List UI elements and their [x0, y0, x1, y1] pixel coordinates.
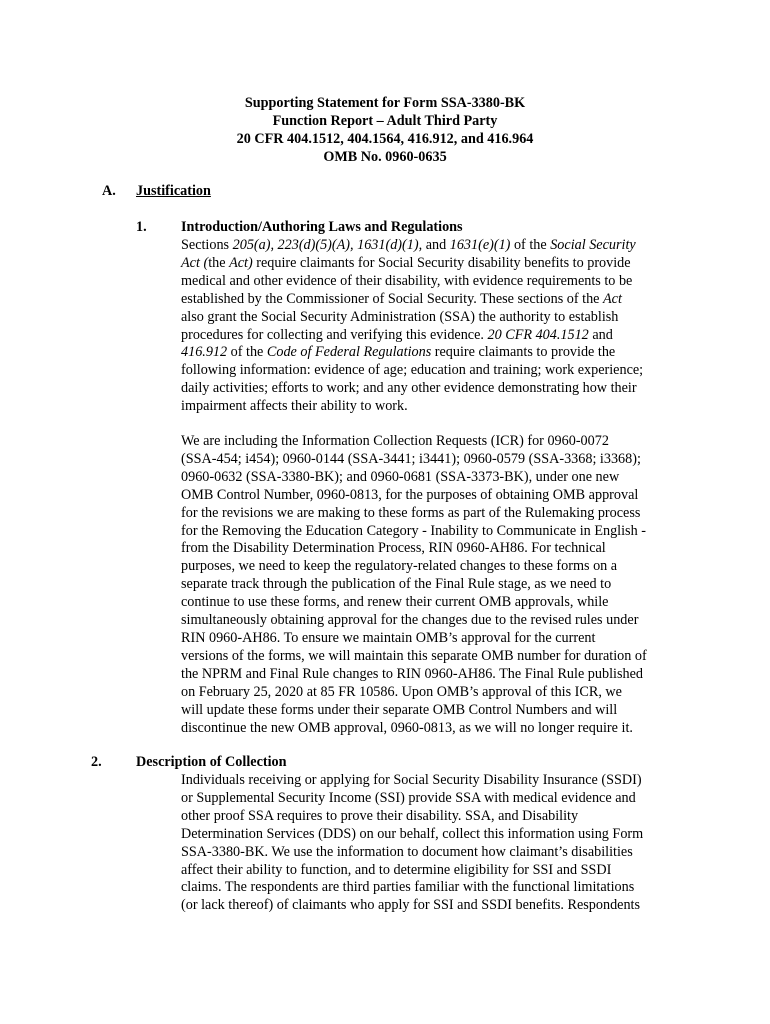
text-line: Determination Services (DDS) on our behalf, collect this information using Form [181, 825, 644, 842]
text-line: impairment affects their ability to work. [181, 398, 408, 415]
text-line: claims. The respondents are third parties familiar with the functional limitations [181, 879, 635, 896]
section-heading-justification [102, 183, 211, 201]
text-line: Individuals receiving or applying for Social Security Disability Insurance (SSDI) [181, 772, 642, 788]
text-line: Sections 205(a), 223(d)(5)(A), 1631(d)(1), and 1631(e)(1) of the Social Security [181, 237, 636, 253]
text-line: SSA-3380-BK. We use the information to document how claimant’s disabilities [181, 843, 633, 860]
item-2-title: Description of Collection [136, 754, 287, 770]
text-line: also grant the Social Security Administration (SSA) the authority to establish [181, 308, 619, 325]
text-line: simultaneously obtaining approval for the changes due to the revised rules under [181, 612, 639, 629]
text-line: daily activities; efforts to work; and any other evidence demonstrating how their [181, 380, 637, 397]
text-line: other proof SSA requires to prove their disability. SSA, and Disability [181, 807, 579, 824]
text-line: on February 25, 2020 at 85 FR 10586. Upon OMB’s approval of this ICR, we [181, 683, 622, 700]
text-line: the NPRM and Final Rule changes to RIN 0960-AH86. The Final Rule published [181, 665, 643, 682]
text-line: discontinue the new OMB approval, 0960-0813, as we will no longer require it. [181, 719, 633, 736]
item-1-number: 1. [136, 219, 147, 235]
section-label: Justification [136, 183, 211, 199]
text-line: for the revisions we are making to these forms as part of the Rulemaking process [181, 504, 641, 521]
text-line: 416.912 of the Code of Federal Regulations require claimants to provide the [181, 344, 616, 361]
text-line: (or lack thereof) of claimants who apply for SSI and SSDI benefits. Respondents [181, 897, 641, 914]
section-number: A. [102, 183, 116, 199]
text-line: RIN 0960-AH86. To ensure we maintain OMB’s approval for the current [181, 629, 596, 646]
text-line: established by the Commissioner of Social Security. These sections of the Act [181, 290, 622, 307]
item-2-number: 2. [91, 754, 102, 770]
text-line: procedures for collecting and verifying this evidence. 20 CFR 404.1512 and [181, 326, 613, 343]
text-line: continue to use these forms, and renew their current OMB approvals, while [181, 594, 609, 611]
text-line: affect their ability to function, and to determine eligibility for SSI and SSDI [181, 861, 612, 878]
text-line: (SSA-454; i454); 0960-0144 (SSA-3441; i3441); 0960-0579 (SSA-3368; i3368); [181, 450, 641, 467]
text-line: medical and other evidence of their disability, with evidence requirements to be [181, 272, 633, 289]
title-line-3: 20 CFR 404.1512, 404.1564, 416.912, and 416.964 [236, 131, 534, 147]
item-1-paragraph-1 [181, 237, 643, 416]
text-line: purposes, we need to keep the regulatory-related changes to these forms on a [181, 558, 618, 575]
text-line: separate track through the publication of the Final Rule stage, as we need to [181, 576, 612, 593]
text-line: from the Disability Determination Process, RIN 0960-AH86. For technical [181, 540, 606, 557]
text-line: following information: evidence of age; education and training; work experience; [181, 362, 644, 379]
document-title [0, 94, 770, 166]
title-line-4: OMB No. 0960-0635 [323, 149, 447, 165]
text-line: Act (the Act) require claimants for Social Security disability benefits to provide [181, 254, 631, 271]
text-line: OMB Control Number, 0960-0813, for the purposes of obtaining OMB approval [181, 486, 639, 503]
text-line: or Supplemental Security Income (SSI) provide SSA with medical evidence and [181, 789, 636, 806]
text-line: will update these forms under their separate OMB Control Numbers and will [181, 701, 618, 718]
text-line: We are including the Information Collection Requests (ICR) for 0960-0072 [181, 433, 609, 449]
title-line-1: Supporting Statement for Form SSA-3380-BK [244, 95, 526, 111]
item-1-title: Introduction/Authoring Laws and Regulations [181, 219, 463, 235]
item-1-paragraph-2 [181, 433, 647, 737]
text-line: 0960-0632 (SSA-3380-BK); and 0960-0681 (SSA-3373-BK), under one new [181, 468, 620, 485]
item-2-paragraph-1 [181, 772, 643, 915]
text-line: for the Removing the Education Category - Inability to Communicate in English - [181, 522, 646, 539]
text-line: versions of the forms, we will maintain this separate OMB number for duration of [181, 647, 647, 664]
title-line-2: Function Report – Adult Third Party [272, 113, 498, 129]
